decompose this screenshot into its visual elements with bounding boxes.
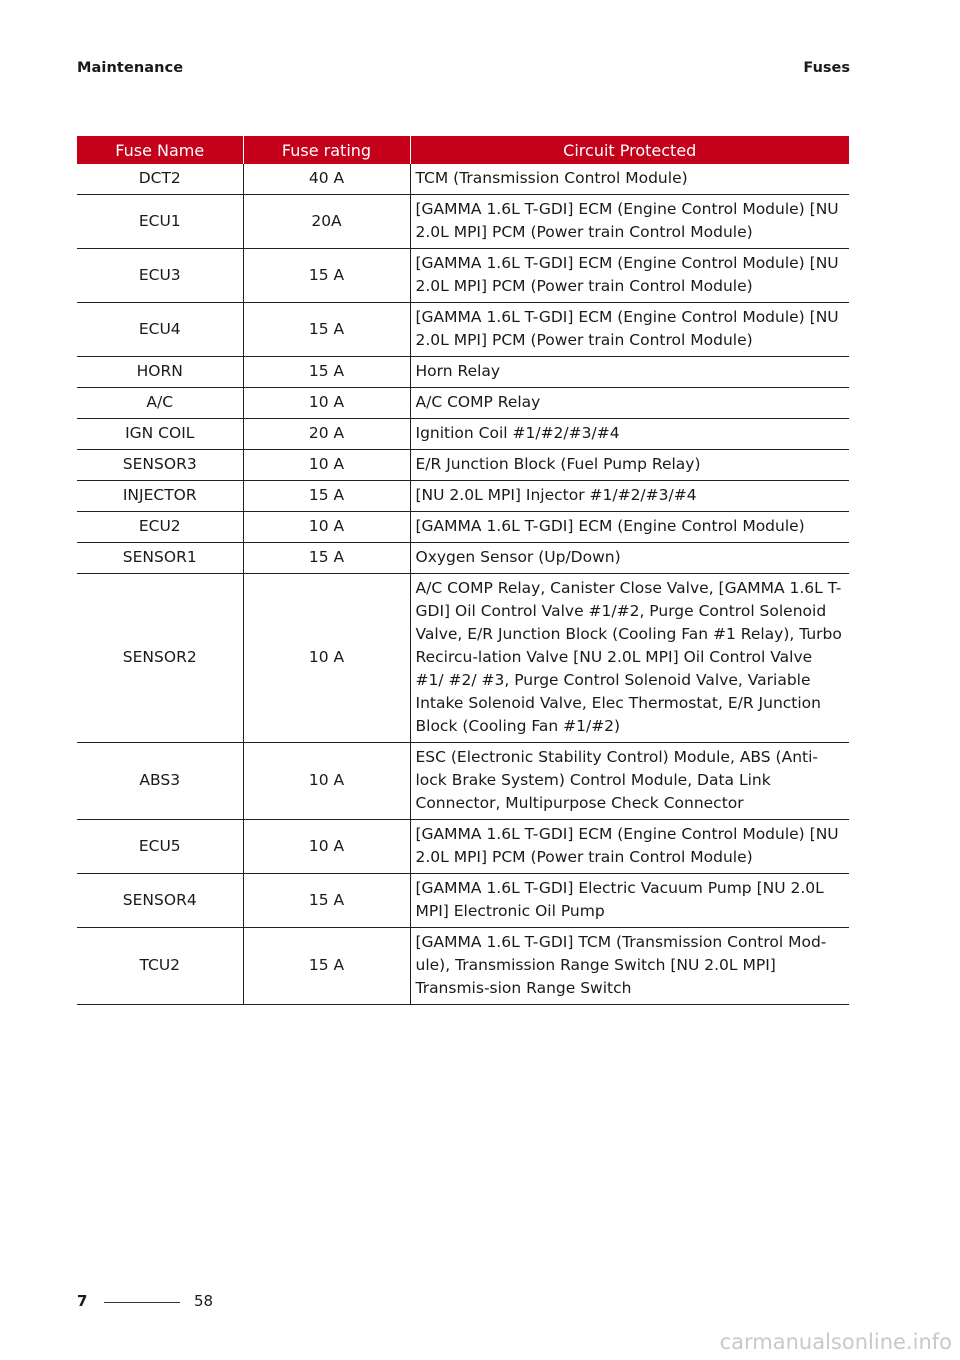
fuse-rating-cell: 15 A bbox=[243, 928, 410, 1005]
circuit-cell: Horn Relay bbox=[410, 357, 849, 388]
footer-divider bbox=[104, 1302, 180, 1303]
table-row bbox=[77, 543, 849, 574]
fuse-name-cell: ECU3 bbox=[77, 249, 243, 303]
fuse-name-cell: ECU2 bbox=[77, 512, 243, 543]
circuit-cell: ESC (Electronic Stability Control) Module, ABS (Anti-lock Brake System) Control Module, Data Link Connector, Multipurpose Check Connector bbox=[410, 743, 849, 820]
fuse-name-cell: IGN COIL bbox=[77, 419, 243, 450]
fuse-rating-cell: 10 A bbox=[243, 820, 410, 874]
table-row bbox=[77, 450, 849, 481]
table-row bbox=[77, 419, 849, 450]
topic-title: Fuses bbox=[803, 60, 850, 76]
fuse-rating-cell: 15 A bbox=[243, 303, 410, 357]
fuse-rating-cell: 15 A bbox=[243, 481, 410, 512]
fuse-rating-cell: 20 A bbox=[243, 419, 410, 450]
fuse-name-cell: ABS3 bbox=[77, 743, 243, 820]
fuse-name-cell: SENSOR3 bbox=[77, 450, 243, 481]
fuse-rating-cell: 15 A bbox=[243, 874, 410, 928]
table-row bbox=[77, 481, 849, 512]
circuit-cell: [GAMMA 1.6L T-GDI] ECM (Engine Control Module) [NU 2.0L MPI] PCM (Power train Control Module) bbox=[410, 249, 849, 303]
circuit-cell: [GAMMA 1.6L T-GDI] ECM (Engine Control Module) [NU 2.0L MPI] PCM (Power train Control Module) bbox=[410, 820, 849, 874]
page-number: 58 bbox=[194, 1292, 214, 1310]
column-header-fuse-rating: Fuse rating bbox=[243, 136, 410, 164]
fuse-name-cell: SENSOR2 bbox=[77, 574, 243, 743]
circuit-cell: [NU 2.0L MPI] Injector #1/#2/#3/#4 bbox=[410, 481, 849, 512]
fuse-rating-cell: 10 A bbox=[243, 743, 410, 820]
fuse-name-cell: A/C bbox=[77, 388, 243, 419]
circuit-cell: [GAMMA 1.6L T-GDI] TCM (Transmission Control Mod-ule), Transmission Range Switch [NU 2.0L MPI] Transmis-sion Range Switch bbox=[410, 928, 849, 1005]
column-header-circuit-protected: Circuit Protected bbox=[410, 136, 849, 164]
table-row bbox=[77, 303, 849, 357]
fuse-name-cell: INJECTOR bbox=[77, 481, 243, 512]
fuse-rating-cell: 10 A bbox=[243, 450, 410, 481]
circuit-cell: Oxygen Sensor (Up/Down) bbox=[410, 543, 849, 574]
circuit-cell: A/C COMP Relay bbox=[410, 388, 849, 419]
circuit-cell: E/R Junction Block (Fuel Pump Relay) bbox=[410, 450, 849, 481]
section-title: Maintenance bbox=[77, 60, 184, 76]
table-row bbox=[77, 164, 849, 195]
fuse-name-cell: ECU5 bbox=[77, 820, 243, 874]
table-row bbox=[77, 928, 849, 1005]
table-row bbox=[77, 249, 849, 303]
table-row bbox=[77, 574, 849, 743]
fuse-table bbox=[77, 136, 849, 1005]
circuit-cell: Ignition Coil #1/#2/#3/#4 bbox=[410, 419, 849, 450]
fuse-name-cell: DCT2 bbox=[77, 164, 243, 195]
fuse-name-cell: ECU1 bbox=[77, 195, 243, 249]
fuse-rating-cell: 15 A bbox=[243, 543, 410, 574]
circuit-cell: [GAMMA 1.6L T-GDI] ECM (Engine Control Module) [NU 2.0L MPI] PCM (Power train Control Module) bbox=[410, 303, 849, 357]
fuse-name-cell: SENSOR1 bbox=[77, 543, 243, 574]
chapter-number: 7 bbox=[77, 1292, 88, 1310]
circuit-cell: [GAMMA 1.6L T-GDI] ECM (Engine Control Module) bbox=[410, 512, 849, 543]
table-row bbox=[77, 388, 849, 419]
watermark-text: carmanualsonline.info bbox=[719, 1330, 952, 1354]
fuse-rating-cell: 40 A bbox=[243, 164, 410, 195]
table-row bbox=[77, 195, 849, 249]
table-row bbox=[77, 743, 849, 820]
fuse-name-cell: TCU2 bbox=[77, 928, 243, 1005]
table-row bbox=[77, 512, 849, 543]
fuse-name-cell: ECU4 bbox=[77, 303, 243, 357]
circuit-cell: [GAMMA 1.6L T-GDI] ECM (Engine Control Module) [NU 2.0L MPI] PCM (Power train Control Module) bbox=[410, 195, 849, 249]
fuse-rating-cell: 10 A bbox=[243, 388, 410, 419]
circuit-cell: [GAMMA 1.6L T-GDI] Electric Vacuum Pump [NU 2.0L MPI] Electronic Oil Pump bbox=[410, 874, 849, 928]
circuit-cell: A/C COMP Relay, Canister Close Valve, [GAMMA 1.6L T-GDI] Oil Control Valve #1/#2, Purge Control Solenoid Valve, E/R Junction Block (Cooling Fan #1 Relay), Turbo Recircu-lation Valve [NU 2.0L MPI] Oil Control Valve #1/ #2/ #3, Purge Control Solenoid Valve, Variable Intake Solenoid Valve, Elec Thermostat, E/R Junction Block (Cooling Fan #1/#2) bbox=[410, 574, 849, 743]
fuse-rating-cell: 15 A bbox=[243, 357, 410, 388]
table-row bbox=[77, 357, 849, 388]
fuse-name-cell: SENSOR4 bbox=[77, 874, 243, 928]
circuit-cell: TCM (Transmission Control Module) bbox=[410, 164, 849, 195]
fuse-rating-cell: 10 A bbox=[243, 512, 410, 543]
fuse-rating-cell: 20A bbox=[243, 195, 410, 249]
fuse-name-cell: HORN bbox=[77, 357, 243, 388]
column-header-fuse-name: Fuse Name bbox=[77, 136, 243, 164]
fuse-rating-cell: 15 A bbox=[243, 249, 410, 303]
table-header-row bbox=[77, 136, 849, 164]
table-row bbox=[77, 820, 849, 874]
table-row bbox=[77, 874, 849, 928]
fuse-rating-cell: 10 A bbox=[243, 574, 410, 743]
